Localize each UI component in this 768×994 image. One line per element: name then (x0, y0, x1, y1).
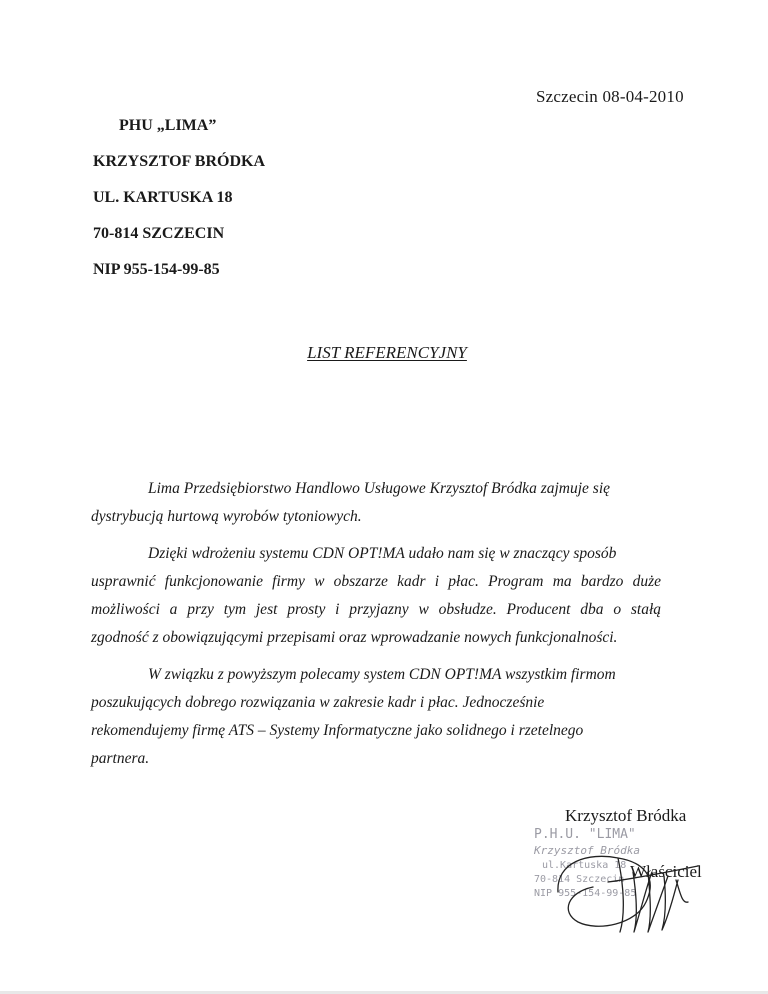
letter-body (91, 475, 661, 782)
sender-owner: KRZYSZTOF BRÓDKA (93, 153, 266, 170)
sender-nip: NIP 955-154-99-85 (93, 261, 220, 278)
signatory-role: Właściciel (630, 862, 702, 881)
body-line: dystrybucją hurtową wyrobów tytoniowych. (91, 508, 362, 525)
sender-street: UL. KARTUSKA 18 (93, 189, 233, 206)
body-line: rekomendujemy firmę ATS – Systemy Informatyczne jako solidnego i rzetelnego (91, 722, 584, 739)
signatory-name: Krzysztof Bródka (565, 806, 687, 825)
paragraph-2 (91, 540, 661, 652)
body-line: partnera. (91, 750, 150, 767)
handwritten-signature (548, 832, 748, 942)
sender-block (93, 116, 265, 296)
letter-title-text: LIST REFERENCYJNY (307, 343, 467, 362)
body-line: W związku z powyższym polecamy system CDN OPT!MA wszystkim firmom (148, 666, 616, 683)
body-line: poszukujących dobrego rozwiązania w zakresie kadr i płac. Jednocześnie (91, 694, 545, 711)
body-line: usprawnić funkcjonowanie firmy w obszarze kadr i płac. Program ma bardzo duże (91, 573, 661, 590)
body-line: Lima Przedsiębiorstwo Handlowo Usługowe Krzysztof Bródka zajmuje się (148, 480, 611, 497)
stamp-line: P.H.U. "LIMA" (534, 827, 636, 842)
body-line: zgodność z obowiązującymi przepisami oraz wprowadzanie nowych funkcjonalności. (91, 629, 618, 646)
paragraph-1 (91, 475, 661, 531)
letter-title (0, 343, 768, 363)
stamp-line: NIP 955-154-99-85 (534, 888, 637, 899)
stamp-line: ul.Kartuska 18 (542, 860, 627, 871)
paragraph-3 (91, 661, 661, 773)
date-line: Szczecin 08-04-2010 (536, 87, 684, 106)
sender-company: PHU „LIMA” (119, 117, 217, 134)
sender-city: 70-814 SZCZECIN (93, 225, 225, 242)
stamp-line: 70-814 Szczecin (534, 874, 625, 885)
body-line: możliwości a przy tym jest prosty i przyjazny w obsłudze. Producent dba o stałą (91, 601, 661, 618)
body-line: Dzięki wdrożeniu systemu CDN OPT!MA udało nam się w znaczący sposób (148, 545, 617, 562)
stamp-line: Krzysztof Bródka (534, 844, 640, 857)
